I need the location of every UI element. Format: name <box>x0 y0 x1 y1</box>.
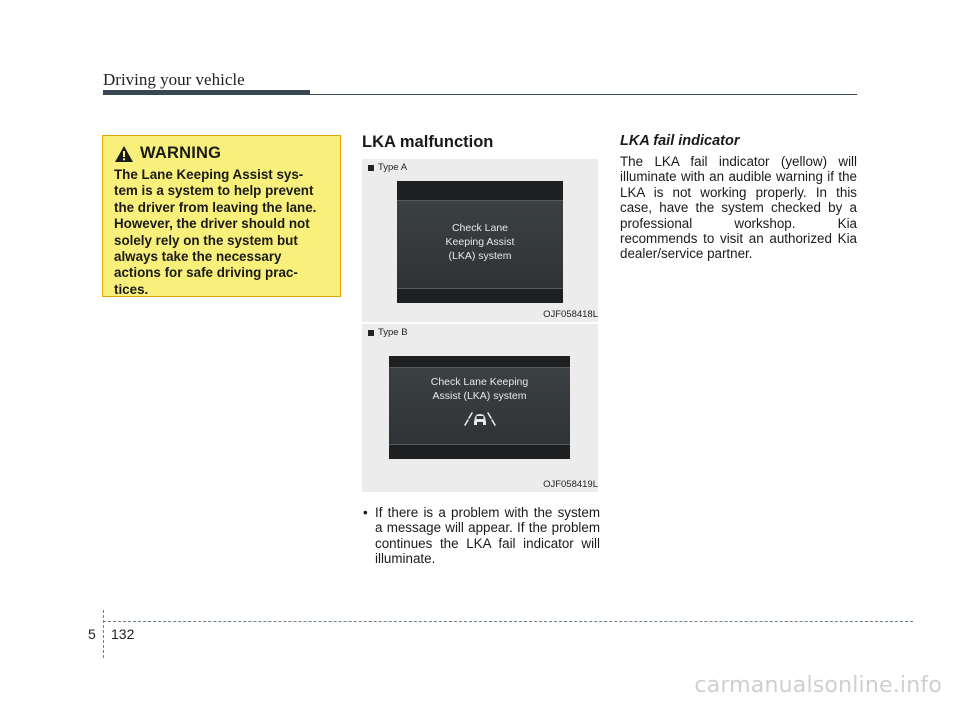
cluster-display-b <box>389 356 570 459</box>
malfunction-bullet-text: If there is a problem with the system a message will appear. If the problem continues the LKA fail indicator will illuminate. <box>375 505 600 567</box>
bullet-dot-icon: • <box>363 505 368 520</box>
lka-malfunction-title: LKA malfunction <box>362 133 494 151</box>
figure-a-label-text: Type A <box>378 162 408 173</box>
warning-box <box>102 135 341 297</box>
cluster-message-b: Check Lane Keeping Assist (LKA) system <box>430 376 529 402</box>
square-bullet-icon <box>368 165 374 171</box>
page-number: 132 <box>111 626 135 642</box>
footer-divider <box>103 610 104 658</box>
figure-b-label-text: Type B <box>378 327 408 338</box>
cluster-display-a <box>397 181 563 303</box>
footer-rule <box>103 621 913 622</box>
figure-type-a <box>362 159 598 322</box>
figure-type-b <box>362 324 598 492</box>
figure-a-code: OJF058418L <box>543 309 598 320</box>
figure-b-label <box>368 327 408 338</box>
page-header-title: Driving your vehicle <box>103 70 245 89</box>
warning-text: The Lane Keeping Assist sys- tem is a system to help prevent the driver from leaving the lane. However, the driver should not solely rely on the system but always take the necessary actions for safe driving prac- tices. <box>114 167 317 297</box>
cluster-message-a: Check Lane Keeping Assist (LKA) system <box>445 222 515 262</box>
header-rule <box>103 94 857 95</box>
warning-title: WARNING <box>140 144 222 162</box>
section-number: 5 <box>88 626 96 642</box>
watermark: carmanualsonline.info <box>694 673 942 698</box>
lka-fail-indicator-title: LKA fail indicator <box>620 133 740 149</box>
figure-a-label <box>368 162 407 173</box>
warning-header <box>114 144 332 163</box>
lka-fail-indicator-text: The LKA fail indicator (yellow) will illuminate with an audible warning if the LKA is not working properly. In this case, have the system checked by a professional workshop. Kia recommends to visit an authorized Kia dealer/service partner. <box>620 154 857 262</box>
lka-lane-car-icon <box>462 407 498 427</box>
figure-b-code: OJF058419L <box>543 479 598 490</box>
square-bullet-icon <box>368 330 374 336</box>
warning-triangle-icon <box>114 145 134 163</box>
malfunction-bullet <box>362 505 600 567</box>
